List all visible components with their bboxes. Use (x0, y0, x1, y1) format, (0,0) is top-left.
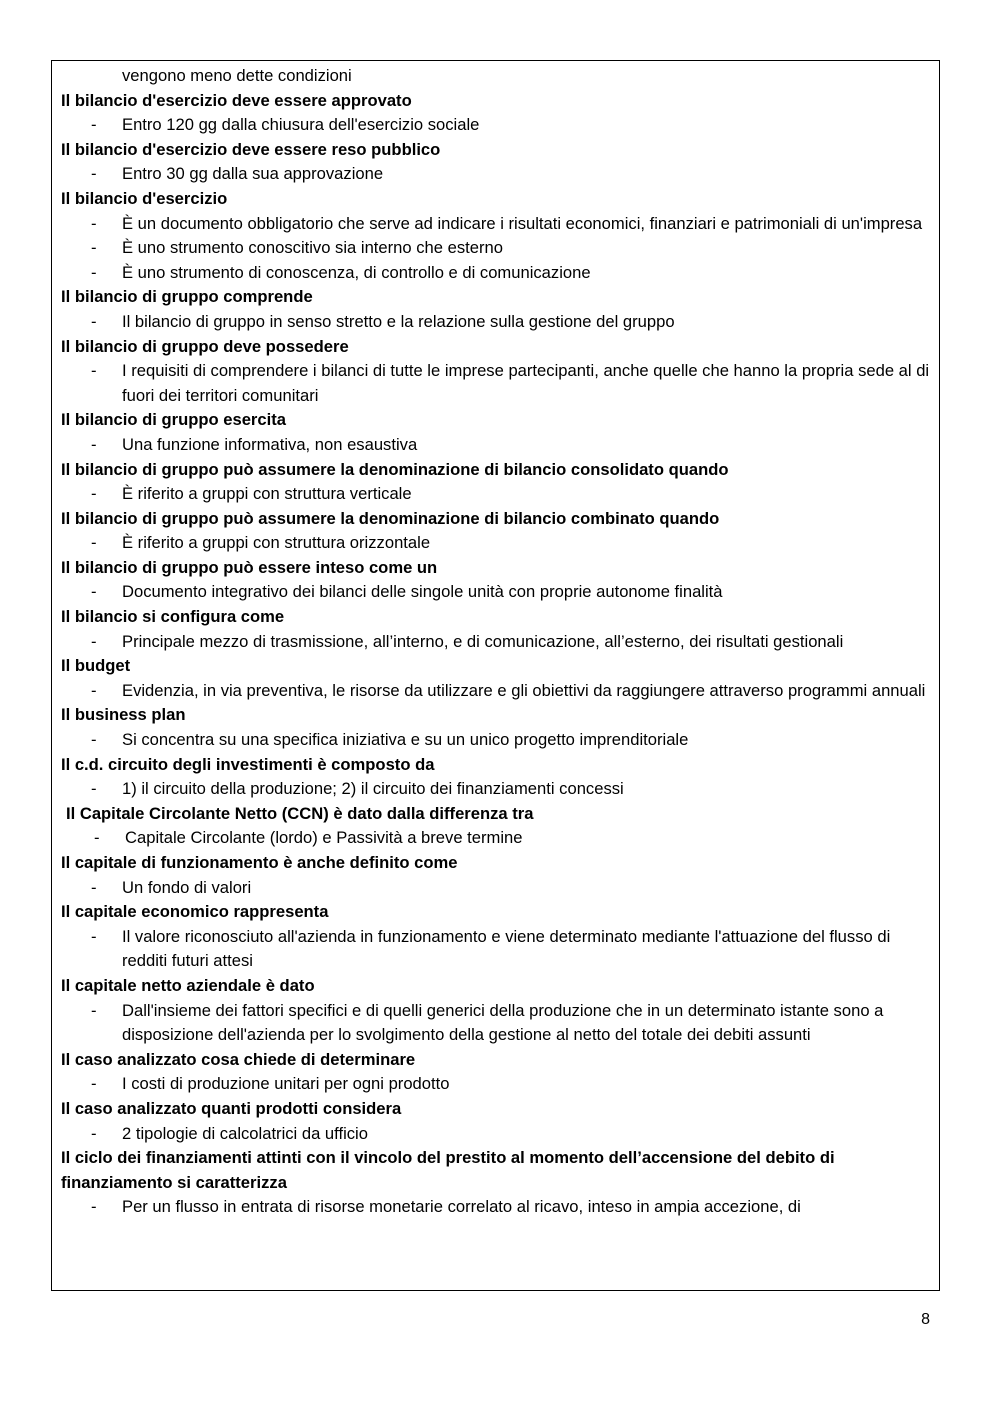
dash-bullet: - (91, 164, 97, 184)
answer-item (61, 1122, 939, 1147)
dash-bullet: - (91, 434, 97, 454)
page-number: 8 (921, 1311, 930, 1328)
dash-bullet: - (91, 311, 97, 331)
answer-text: È riferito a gruppi con struttura verticale (122, 484, 412, 504)
dash-bullet: - (91, 115, 97, 135)
answer-text: I requisiti di comprendere i bilanci di tutte le imprese partecipanti, anche quelle che hanno la propria sede al di fuori dei territori comunitari (122, 361, 930, 405)
dash-bullet: - (91, 213, 97, 233)
answer-item (61, 212, 939, 237)
answer-text: È uno strumento di conoscenza, di controllo e di comunicazione (122, 262, 591, 282)
answer-item (61, 777, 939, 802)
question: Il bilancio d'esercizio (61, 188, 228, 208)
qa-list (52, 61, 939, 1220)
answer-item (61, 728, 939, 753)
question: Il bilancio di gruppo esercita (61, 410, 286, 430)
answer-text: Principale mezzo di trasmissione, all’interno, e di comunicazione, all’esterno, dei risultati gestionali (122, 631, 844, 651)
answer-item (61, 261, 939, 286)
answer-text: 2 tipologie di calcolatrici da ufficio (122, 1123, 368, 1143)
answer-item (61, 1072, 939, 1097)
question: Il caso analizzato quanti prodotti considera (61, 1098, 402, 1118)
answer-item (61, 359, 939, 408)
dash-bullet: - (91, 484, 97, 504)
question: Il Capitale Circolante Netto (CCN) è dato dalla differenza tra (66, 803, 534, 823)
dash-bullet: - (91, 582, 97, 602)
answer-text: 1) il circuito della produzione; 2) il circuito dei finanziamenti concessi (122, 779, 624, 799)
question: Il bilancio di gruppo può essere inteso come un (61, 557, 438, 577)
answer-text: Dall'insieme dei fattori specifici e di quelli generici della produzione che in un determinato istante sono a disposizione dell'azienda per lo svolgimento della gestione al netto del totale dei debiti assunti (122, 1000, 884, 1045)
question: Il bilancio d'esercizio deve essere approvato (61, 90, 412, 110)
dash-bullet: - (91, 730, 97, 750)
dash-bullet: - (91, 926, 97, 946)
question: Il ciclo dei finanziamenti attinti con il vincolo del prestito al momento dell’accensione del debito di finanziamento si caratterizza (61, 1148, 835, 1192)
dash-bullet: - (91, 631, 97, 651)
question: Il bilancio si configura come (61, 607, 285, 627)
dash-bullet: - (91, 1123, 97, 1143)
question: Il bilancio di gruppo può assumere la denominazione di bilancio combinato quando (61, 508, 720, 528)
answer-item (61, 630, 939, 655)
question: Il caso analizzato cosa chiede di determinare (61, 1049, 416, 1069)
question: Il capitale economico rappresenta (61, 902, 329, 922)
dash-bullet: - (91, 1074, 97, 1094)
dash-bullet: - (91, 533, 97, 553)
answer-item (61, 925, 939, 974)
dash-bullet: - (91, 877, 97, 897)
question: Il bilancio d'esercizio deve essere reso pubblico (61, 139, 441, 159)
dash-bullet: - (91, 1000, 97, 1020)
dash-bullet: - (91, 238, 97, 258)
question: Il bilancio di gruppo comprende (61, 287, 313, 307)
question: Il budget (61, 656, 131, 676)
answer-item (61, 113, 939, 138)
answer-text: Entro 30 gg dalla sua approvazione (122, 164, 384, 184)
dash-bullet: - (91, 1197, 97, 1217)
answer-item (61, 999, 939, 1048)
answer-text: Evidenzia, in via preventiva, le risorse da utilizzare e gli obiettivi da raggiungere attraverso programmi annuali (122, 680, 926, 700)
answer-item (61, 236, 939, 261)
answer-item (61, 876, 939, 901)
answer-item (61, 531, 939, 556)
answer-text: Per un flusso in entrata di risorse monetarie correlato al ricavo, inteso in ampia accezione, di (122, 1197, 801, 1217)
answer-text: Entro 120 gg dalla chiusura dell'esercizio sociale (122, 115, 480, 135)
answer-item (61, 679, 939, 704)
answer-text: È un documento obbligatorio che serve ad indicare i risultati economici, finanziari e patrimoniali di un'impresa (122, 213, 923, 233)
answer-text: Il bilancio di gruppo in senso stretto e la relazione sulla gestione del gruppo (122, 311, 675, 331)
answer-text: È uno strumento conoscitivo sia interno che esterno (122, 238, 503, 258)
dash-bullet: - (91, 262, 97, 282)
answer-item (61, 1195, 939, 1220)
answer-item (61, 162, 939, 187)
document-frame (51, 60, 940, 1291)
question: Il business plan (61, 705, 186, 725)
answer-item (61, 310, 939, 335)
dash-bullet: - (91, 779, 97, 799)
dash-bullet: - (91, 680, 97, 700)
continuation-line: vengono meno dette condizioni (122, 66, 352, 85)
answer-item (61, 826, 939, 851)
answer-text: Un fondo di valori (122, 877, 252, 897)
dash-bullet: - (94, 828, 100, 848)
question: Il capitale netto aziendale è dato (61, 975, 315, 995)
answer-text: Si concentra su una specifica iniziativa e su un unico progetto imprenditoriale (122, 730, 689, 750)
answer-text: Documento integrativo dei bilanci delle singole unità con proprie autonome finalità (122, 582, 723, 602)
answer-text: È riferito a gruppi con struttura orizzontale (122, 533, 431, 553)
answer-text: I costi di produzione unitari per ogni prodotto (122, 1074, 450, 1094)
answer-text: Capitale Circolante (lordo) e Passività a breve termine (125, 828, 523, 848)
answer-item (61, 433, 939, 458)
question: Il bilancio di gruppo deve possedere (61, 336, 349, 356)
answer-text: Una funzione informativa, non esaustiva (122, 434, 418, 454)
question: Il c.d. circuito degli investimenti è composto da (61, 754, 435, 774)
answer-text: Il valore riconosciuto all'azienda in funzionamento e viene determinato mediante l'attuazione del flusso di redditi futuri attesi (122, 926, 891, 971)
question: Il capitale di funzionamento è anche definito come (61, 853, 458, 872)
answer-item (61, 580, 939, 605)
dash-bullet: - (91, 361, 97, 381)
question: Il bilancio di gruppo può assumere la denominazione di bilancio consolidato quando (61, 459, 729, 479)
answer-item (61, 482, 939, 507)
